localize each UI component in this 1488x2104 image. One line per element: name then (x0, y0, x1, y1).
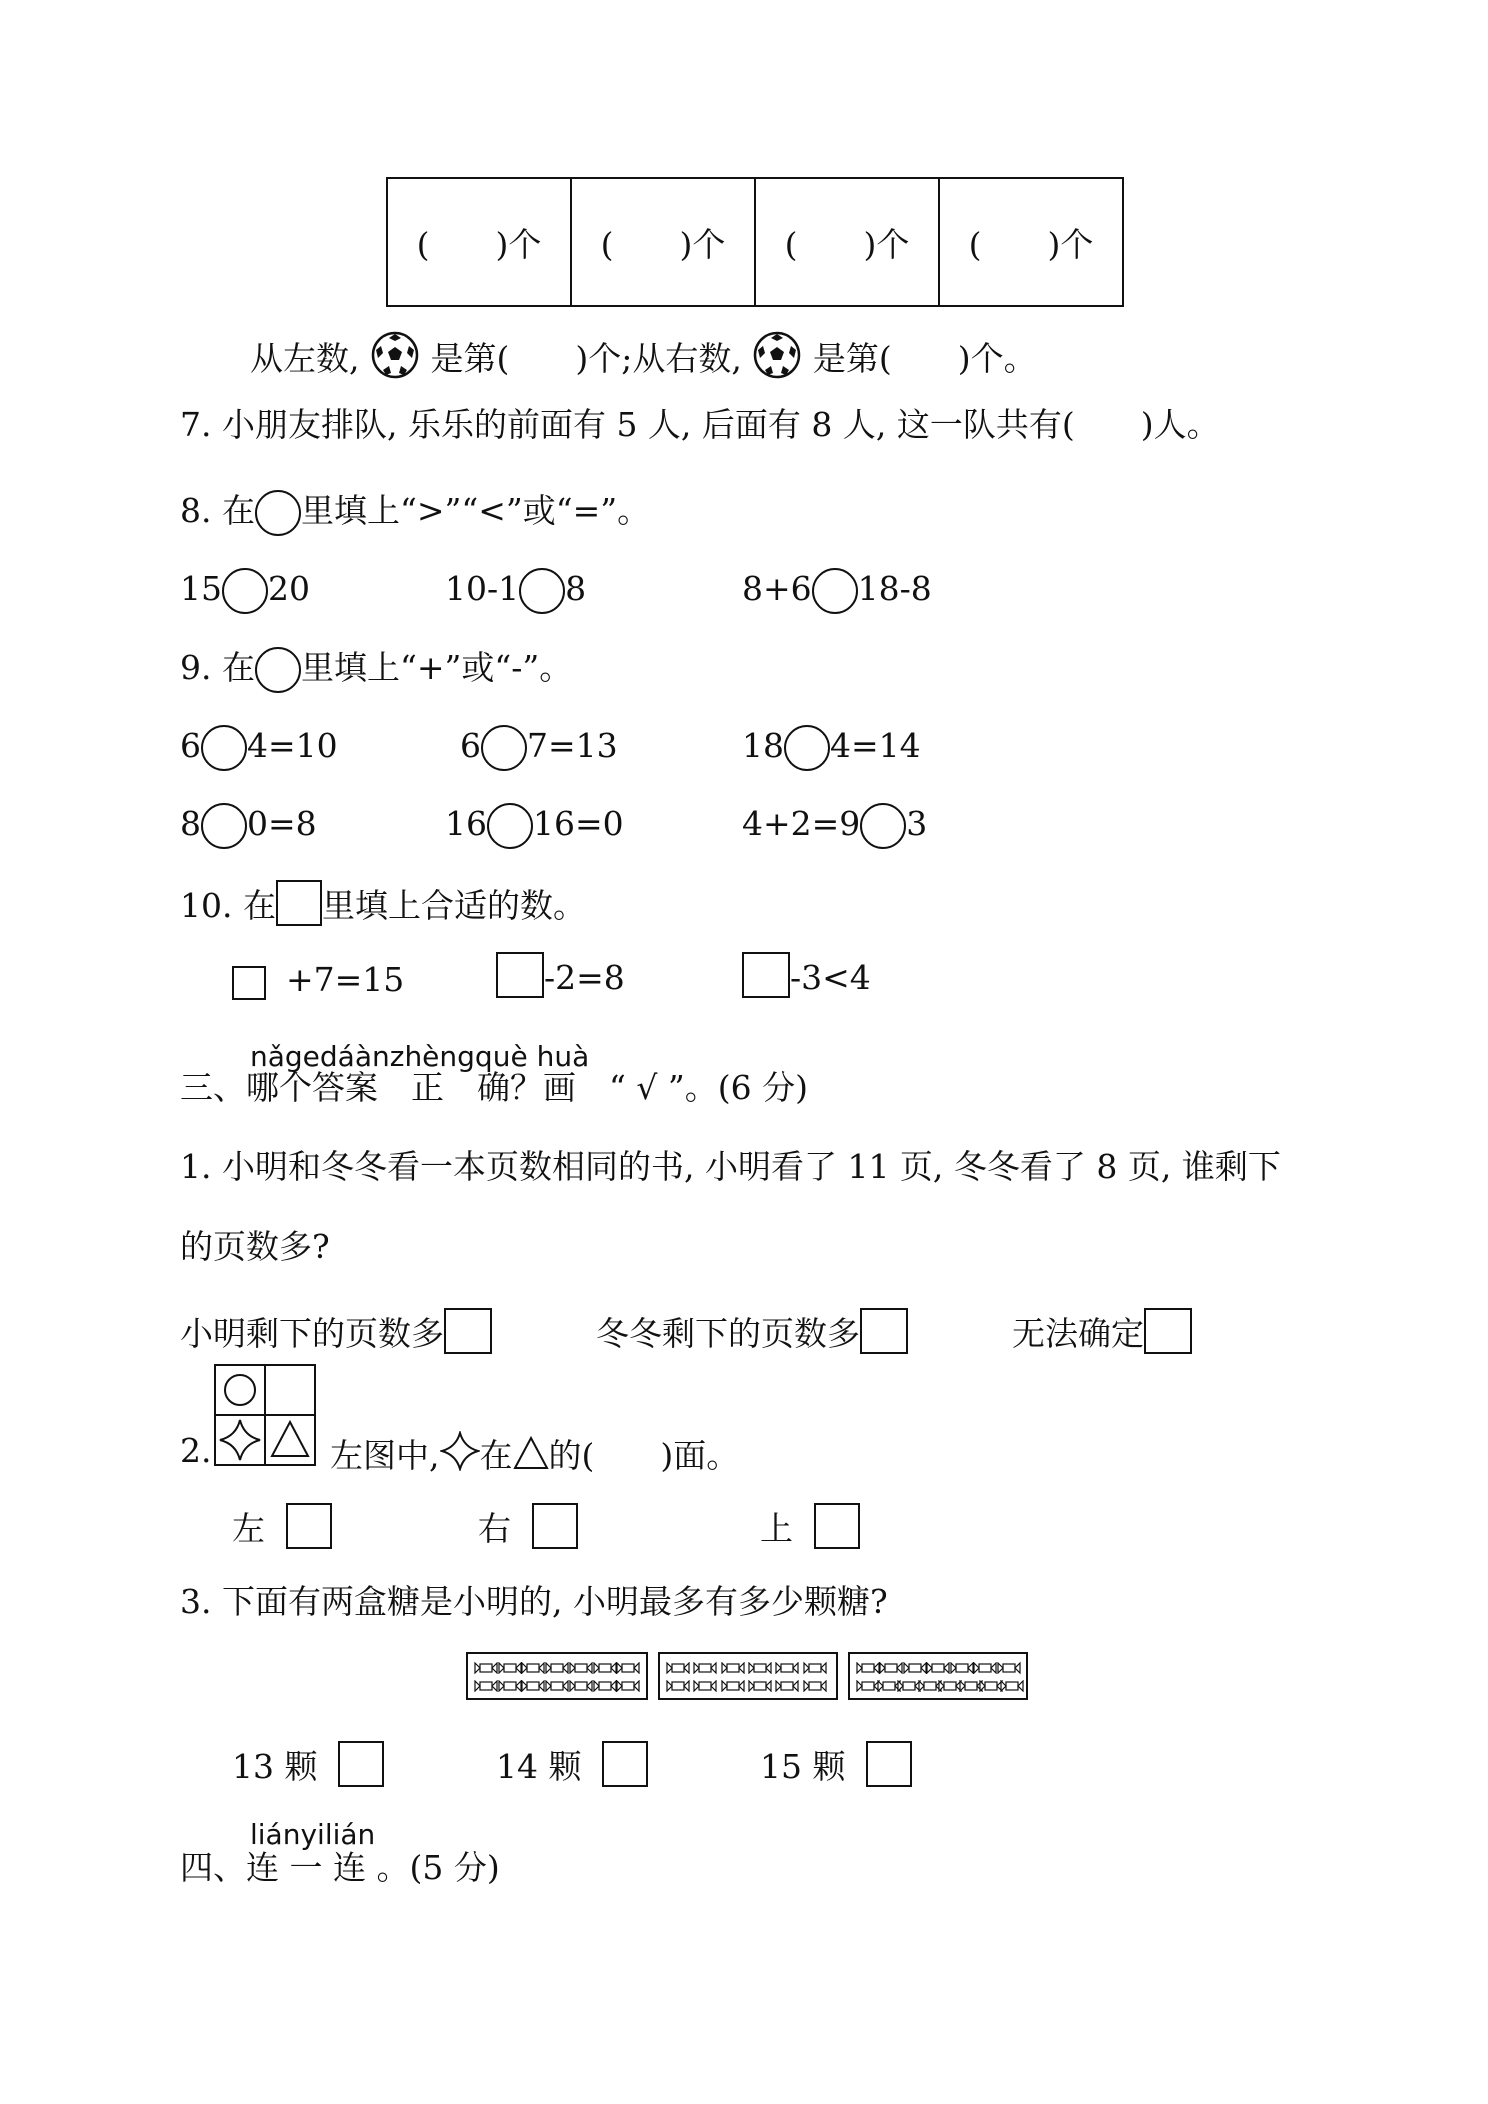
candy-icon (666, 1662, 690, 1674)
s3-q1-option (1012, 1308, 1192, 1354)
question-10-title (180, 880, 586, 926)
s3-q2-option (760, 1503, 860, 1549)
question-9-title (180, 647, 572, 693)
candy-icon (521, 1680, 545, 1692)
q9-item (460, 725, 618, 771)
candy-icon (693, 1680, 717, 1692)
check-box[interactable] (602, 1741, 648, 1787)
candy-icon (803, 1662, 827, 1674)
q9-item (180, 803, 317, 849)
q9-right: 16=0 (533, 804, 624, 843)
check-box[interactable] (532, 1503, 578, 1549)
answer-circle[interactable] (201, 803, 247, 849)
candy-box-3 (848, 1652, 1028, 1700)
candy-row (856, 1662, 1020, 1676)
answer-circle[interactable] (487, 803, 533, 849)
answer-box[interactable] (742, 952, 790, 998)
q9-title-post: 里填上“+”或“-”。 (300, 648, 573, 687)
triangle-shape (272, 1422, 308, 1456)
candy-icon (474, 1680, 498, 1692)
candy-icon (903, 1662, 927, 1674)
candy-icon (879, 1662, 903, 1674)
q9-right: 0=8 (247, 804, 317, 843)
candy-icon (775, 1680, 799, 1692)
circle-shape (225, 1375, 255, 1405)
option-label: 上 (760, 1509, 793, 1548)
answer-circle[interactable] (222, 568, 268, 614)
count-cell[interactable]: ( )个 (571, 178, 755, 306)
circle-icon (255, 647, 301, 693)
star-icon (440, 1431, 480, 1471)
answer-box[interactable] (232, 966, 266, 1000)
s3-q3-option (496, 1741, 648, 1787)
candy-icon (950, 1662, 974, 1674)
s3-q2-option (478, 1503, 578, 1549)
q9-left: 6 (180, 726, 201, 765)
candy-row (474, 1662, 640, 1676)
q10-title-post: 里填上合适的数。 (321, 886, 586, 925)
option-label: 冬冬剩下的页数多 (596, 1314, 860, 1353)
candy-icon (803, 1680, 827, 1692)
q9-title-pre: 9. 在 (180, 648, 255, 687)
question-8-title (180, 490, 650, 536)
q8-right: 18-8 (857, 569, 932, 608)
q10-item (232, 960, 404, 1000)
check-box[interactable] (286, 1503, 332, 1549)
answer-box[interactable] (496, 952, 544, 998)
q9-item (180, 725, 338, 771)
q10-expression: +7=15 (286, 960, 405, 999)
q8-right: 20 (268, 569, 310, 608)
check-box[interactable] (866, 1741, 912, 1787)
candy-icon (569, 1680, 593, 1692)
candy-icon (593, 1662, 617, 1674)
option-label: 15 颗 (760, 1747, 846, 1786)
candy-row (474, 1680, 640, 1694)
answer-circle[interactable] (812, 568, 858, 614)
count-cell[interactable]: ( )个 (387, 178, 571, 306)
q8-item (180, 568, 310, 614)
candy-icon (748, 1662, 772, 1674)
q9-right: 7=13 (527, 726, 618, 765)
candy-icon (545, 1680, 569, 1692)
candy-icon (973, 1662, 997, 1674)
q8-item (445, 568, 586, 614)
candy-icon (666, 1680, 690, 1692)
candy-icon (997, 1662, 1021, 1674)
q8-left: 8+6 (742, 569, 812, 608)
triangle-icon (513, 1435, 549, 1471)
q2-text-post: 的( )面。 (548, 1436, 740, 1475)
candy-icon (748, 1680, 772, 1692)
q8-item (742, 568, 932, 614)
q9-item (742, 725, 921, 771)
q9-left: 8 (180, 804, 201, 843)
candy-icon (593, 1680, 617, 1692)
candy-icon (926, 1662, 950, 1674)
s3-q2-number: 2. (180, 1431, 212, 1470)
s3-q1-option (596, 1308, 908, 1354)
candy-icon (693, 1662, 717, 1674)
q10-title-pre: 10. 在 (180, 886, 276, 925)
position-grid (214, 1364, 316, 1466)
s3-q1-line2: 的页数多? (180, 1227, 330, 1266)
football-text-2: 是第( )个;从右数, (430, 339, 742, 378)
s3-q1-option (180, 1308, 492, 1354)
candy-box-1 (466, 1652, 648, 1700)
section3-title: 三、哪个答案 正 确？画 “ √ ”。(6 分) (180, 1068, 808, 1107)
candy-icon (616, 1662, 640, 1674)
section3-pinyin: nǎgedáànzhèngquè huà (250, 1040, 590, 1073)
check-box[interactable] (860, 1308, 908, 1354)
candy-icon (569, 1662, 593, 1674)
q9-left: 4+2=9 (742, 804, 861, 843)
football-text-1: 从左数, (250, 339, 360, 378)
option-label: 小明剩下的页数多 (180, 1314, 444, 1353)
candy-icon (721, 1680, 745, 1692)
option-label: 左 (232, 1509, 265, 1548)
q9-left: 6 (460, 726, 481, 765)
q2-text-mid: 在 (479, 1436, 513, 1475)
q9-right: 4=10 (247, 726, 338, 765)
football-icon (370, 330, 420, 380)
check-box[interactable] (1144, 1308, 1192, 1354)
star-shape (220, 1420, 260, 1460)
candy-icon (498, 1662, 522, 1674)
option-label: 右 (478, 1509, 511, 1548)
candy-row (666, 1662, 830, 1676)
candy-row (856, 1680, 1020, 1694)
candy-icon (498, 1680, 522, 1692)
q10-expression: -3<4 (790, 958, 871, 997)
q8-title-pre: 8. 在 (180, 491, 255, 530)
candy-icon (856, 1662, 880, 1674)
s3-q3-option (232, 1741, 384, 1787)
candy-icon (521, 1662, 545, 1674)
answer-circle[interactable] (481, 725, 527, 771)
q10-item (742, 952, 871, 998)
s3-q3-text: 3. 下面有两盒糖是小明的, 小明最多有多少颗糖? (180, 1582, 888, 1621)
candy-icon (1000, 1680, 1024, 1692)
football-text-3: 是第( )个。 (812, 339, 1037, 378)
answer-circle[interactable] (860, 803, 906, 849)
q2-text-pre: 左图中, (330, 1436, 440, 1475)
candy-icon (775, 1662, 799, 1674)
s3-q2-text (330, 1431, 739, 1476)
q9-right: 3 (906, 804, 928, 843)
q8-left: 15 (180, 569, 222, 608)
count-table (386, 177, 1124, 307)
circle-icon (255, 490, 301, 536)
s3-q1-line1: 1. 小明和冬冬看一本页数相同的书, 小明看了 11 页, 冬冬看了 8 页, 谁剩下 (180, 1147, 1281, 1186)
candy-box-2 (658, 1652, 838, 1700)
check-box[interactable] (338, 1741, 384, 1787)
answer-circle[interactable] (784, 725, 830, 771)
count-cell[interactable]: ( )个 (755, 178, 939, 306)
count-cell[interactable]: ( )个 (939, 178, 1123, 306)
q10-expression: -2=8 (544, 958, 625, 997)
football-question (250, 330, 1037, 380)
q8-right: 8 (565, 569, 587, 608)
answer-circle[interactable] (201, 725, 247, 771)
section4-pinyin: liányilián (250, 1818, 376, 1851)
check-box[interactable] (444, 1308, 492, 1354)
football-icon (752, 330, 802, 380)
candy-row (666, 1680, 830, 1694)
question-7: 7. 小朋友排队, 乐乐的前面有 5 人, 后面有 8 人, 这一队共有( )人。 (180, 405, 1220, 444)
check-box[interactable] (814, 1503, 860, 1549)
s3-q2-option (232, 1503, 332, 1549)
answer-circle[interactable] (519, 568, 565, 614)
candy-icon (474, 1662, 498, 1674)
q8-title-post: 里填上“>”“<”或“=”。 (300, 491, 651, 530)
candy-icon (721, 1662, 745, 1674)
q8-left: 10-1 (445, 569, 520, 608)
square-icon (276, 880, 322, 926)
s3-q3-option (760, 1741, 912, 1787)
candy-icon (616, 1680, 640, 1692)
option-label: 无法确定 (1012, 1314, 1144, 1353)
q9-left: 16 (445, 804, 487, 843)
q9-right: 4=14 (830, 726, 921, 765)
q9-item (742, 803, 927, 849)
q10-item (496, 952, 625, 998)
section4-title: 四、连 一 连 。(5 分) (180, 1848, 500, 1887)
option-label: 13 颗 (232, 1747, 318, 1786)
option-label: 14 颗 (496, 1747, 582, 1786)
q9-item (445, 803, 624, 849)
q9-left: 18 (742, 726, 784, 765)
candy-icon (545, 1662, 569, 1674)
